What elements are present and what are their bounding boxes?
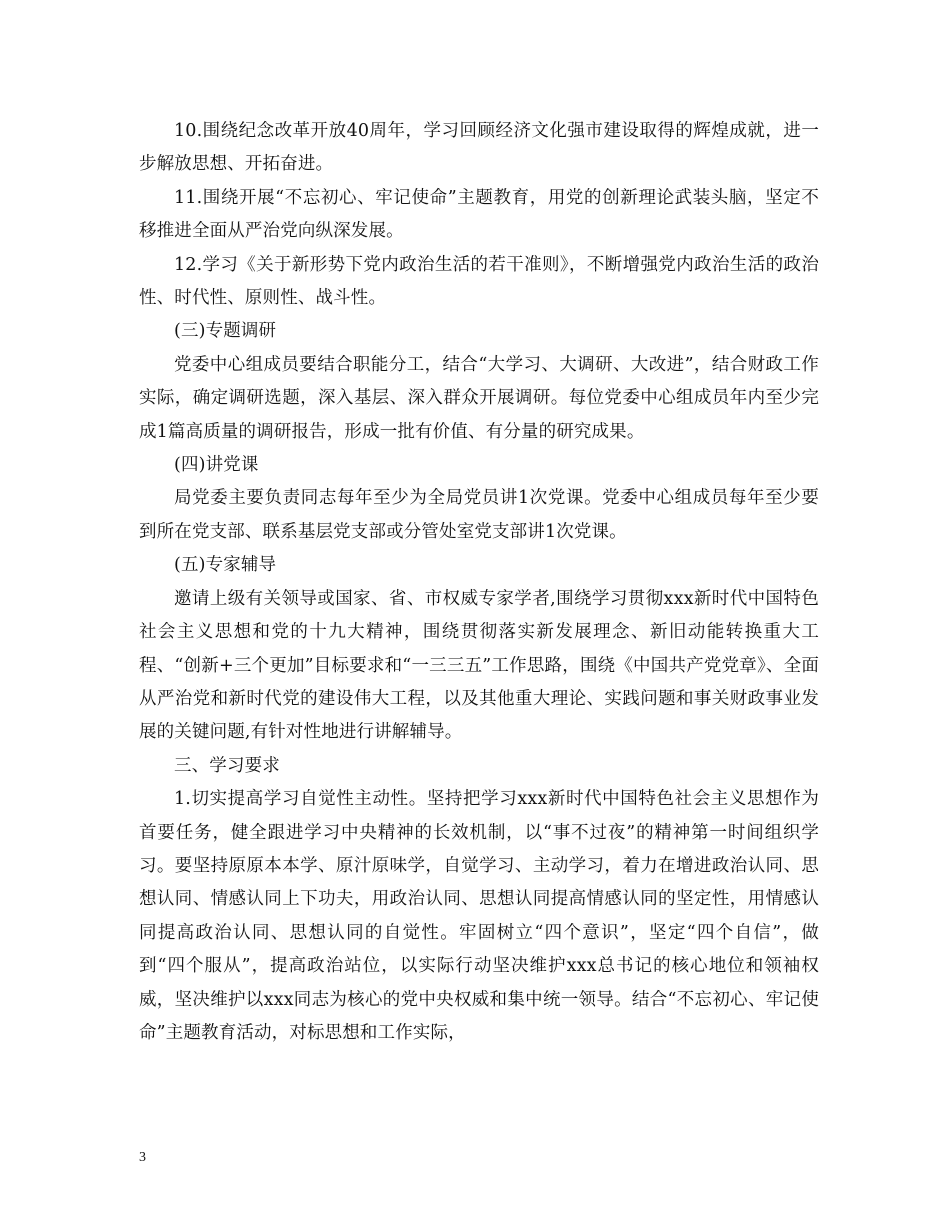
section-heading-study-requirements: 三、学习要求 [174, 755, 280, 776]
page-number: 3 [139, 1150, 146, 1165]
paragraph-expert-guidance: 邀请上级有关领导或国家、省、市权威专家学者,围绕学习贯彻xxx新时代中国特色社会主义思想和党的十九大精神，围绕贯彻落实新发展理念、新旧动能转换重大工程、“创新+三个更加”目标要求和“一三三五”工作思路，围绕《中国共产党党章》、全面从严治党和新时代党的建设伟大工程，以及其他重大理论、实践问题和事关财政事业发展的关键问题,有针对性地进行讲解辅导。 [139, 588, 819, 743]
paragraph-item-11: 11.围绕开展“不忘初心、牢记使命”主题教育，用党的创新理论武装头脑，坚定不移推进全面从严治党向纵深发展。 [139, 187, 819, 242]
paragraph-party-lecture: 局党委主要负责同志每年至少为全局党员讲1次党课。党委中心组成员每年至少要到所在党支部、联系基层党支部或分管处室党支部讲1次党课。 [139, 488, 819, 542]
paragraph-item-10: 10.围绕纪念改革开放40周年，学习回顾经济文化强市建设取得的辉煌成就，进一步解放思想、开拓奋进。 [139, 121, 819, 175]
paragraph-item-12: 12.学习《关于新形势下党内政治生活的若干准则》，不断增强党内政治生活的政治性、时代性、原则性、战斗性。 [139, 254, 819, 309]
section-heading-special-research: (三)专题调研 [174, 321, 277, 342]
paragraph-requirement-1: 1.切实提高学习自觉性主动性。坚持把学习xxx新时代中国特色社会主义思想作为首要任务，健全跟进学习中央精神的长效机制，以“事不过夜”的精神第一时间组织学习。要坚持原原本本学、原汁原味学，自觉学习、主动学习，着力在增进政治认同、思想认同、情感认同上下功夫，用政治认同、思想认同提高情感认同的坚定性，用情感认同提高政治认同、思想认同的自觉性。牢固树立“四个意识”，坚定“四个自信”，做到“四个服从”，提高政治站位，以实际行动坚决维护xxx总书记的核心地位和领袖权威，坚决维护以xxx同志为核心的党中央权威和集中统一领导。结合“不忘初心、牢记使命”主题教育活动，对标思想和工作实际， [139, 789, 819, 1043]
document-body [139, 115, 819, 1050]
paragraph-special-research: 党委中心组成员要结合职能分工，结合“大学习、大调研、大改进”，结合财政工作实际，确定调研选题，深入基层、深入群众开展调研。每位党委中心组成员年内至少完成1篇高质量的调研报告，形成一批有价值、有分量的研究成果。 [139, 354, 819, 442]
section-heading-party-lecture: (四)讲党课 [174, 455, 259, 476]
section-heading-expert-guidance: (五)专家辅导 [174, 555, 277, 576]
